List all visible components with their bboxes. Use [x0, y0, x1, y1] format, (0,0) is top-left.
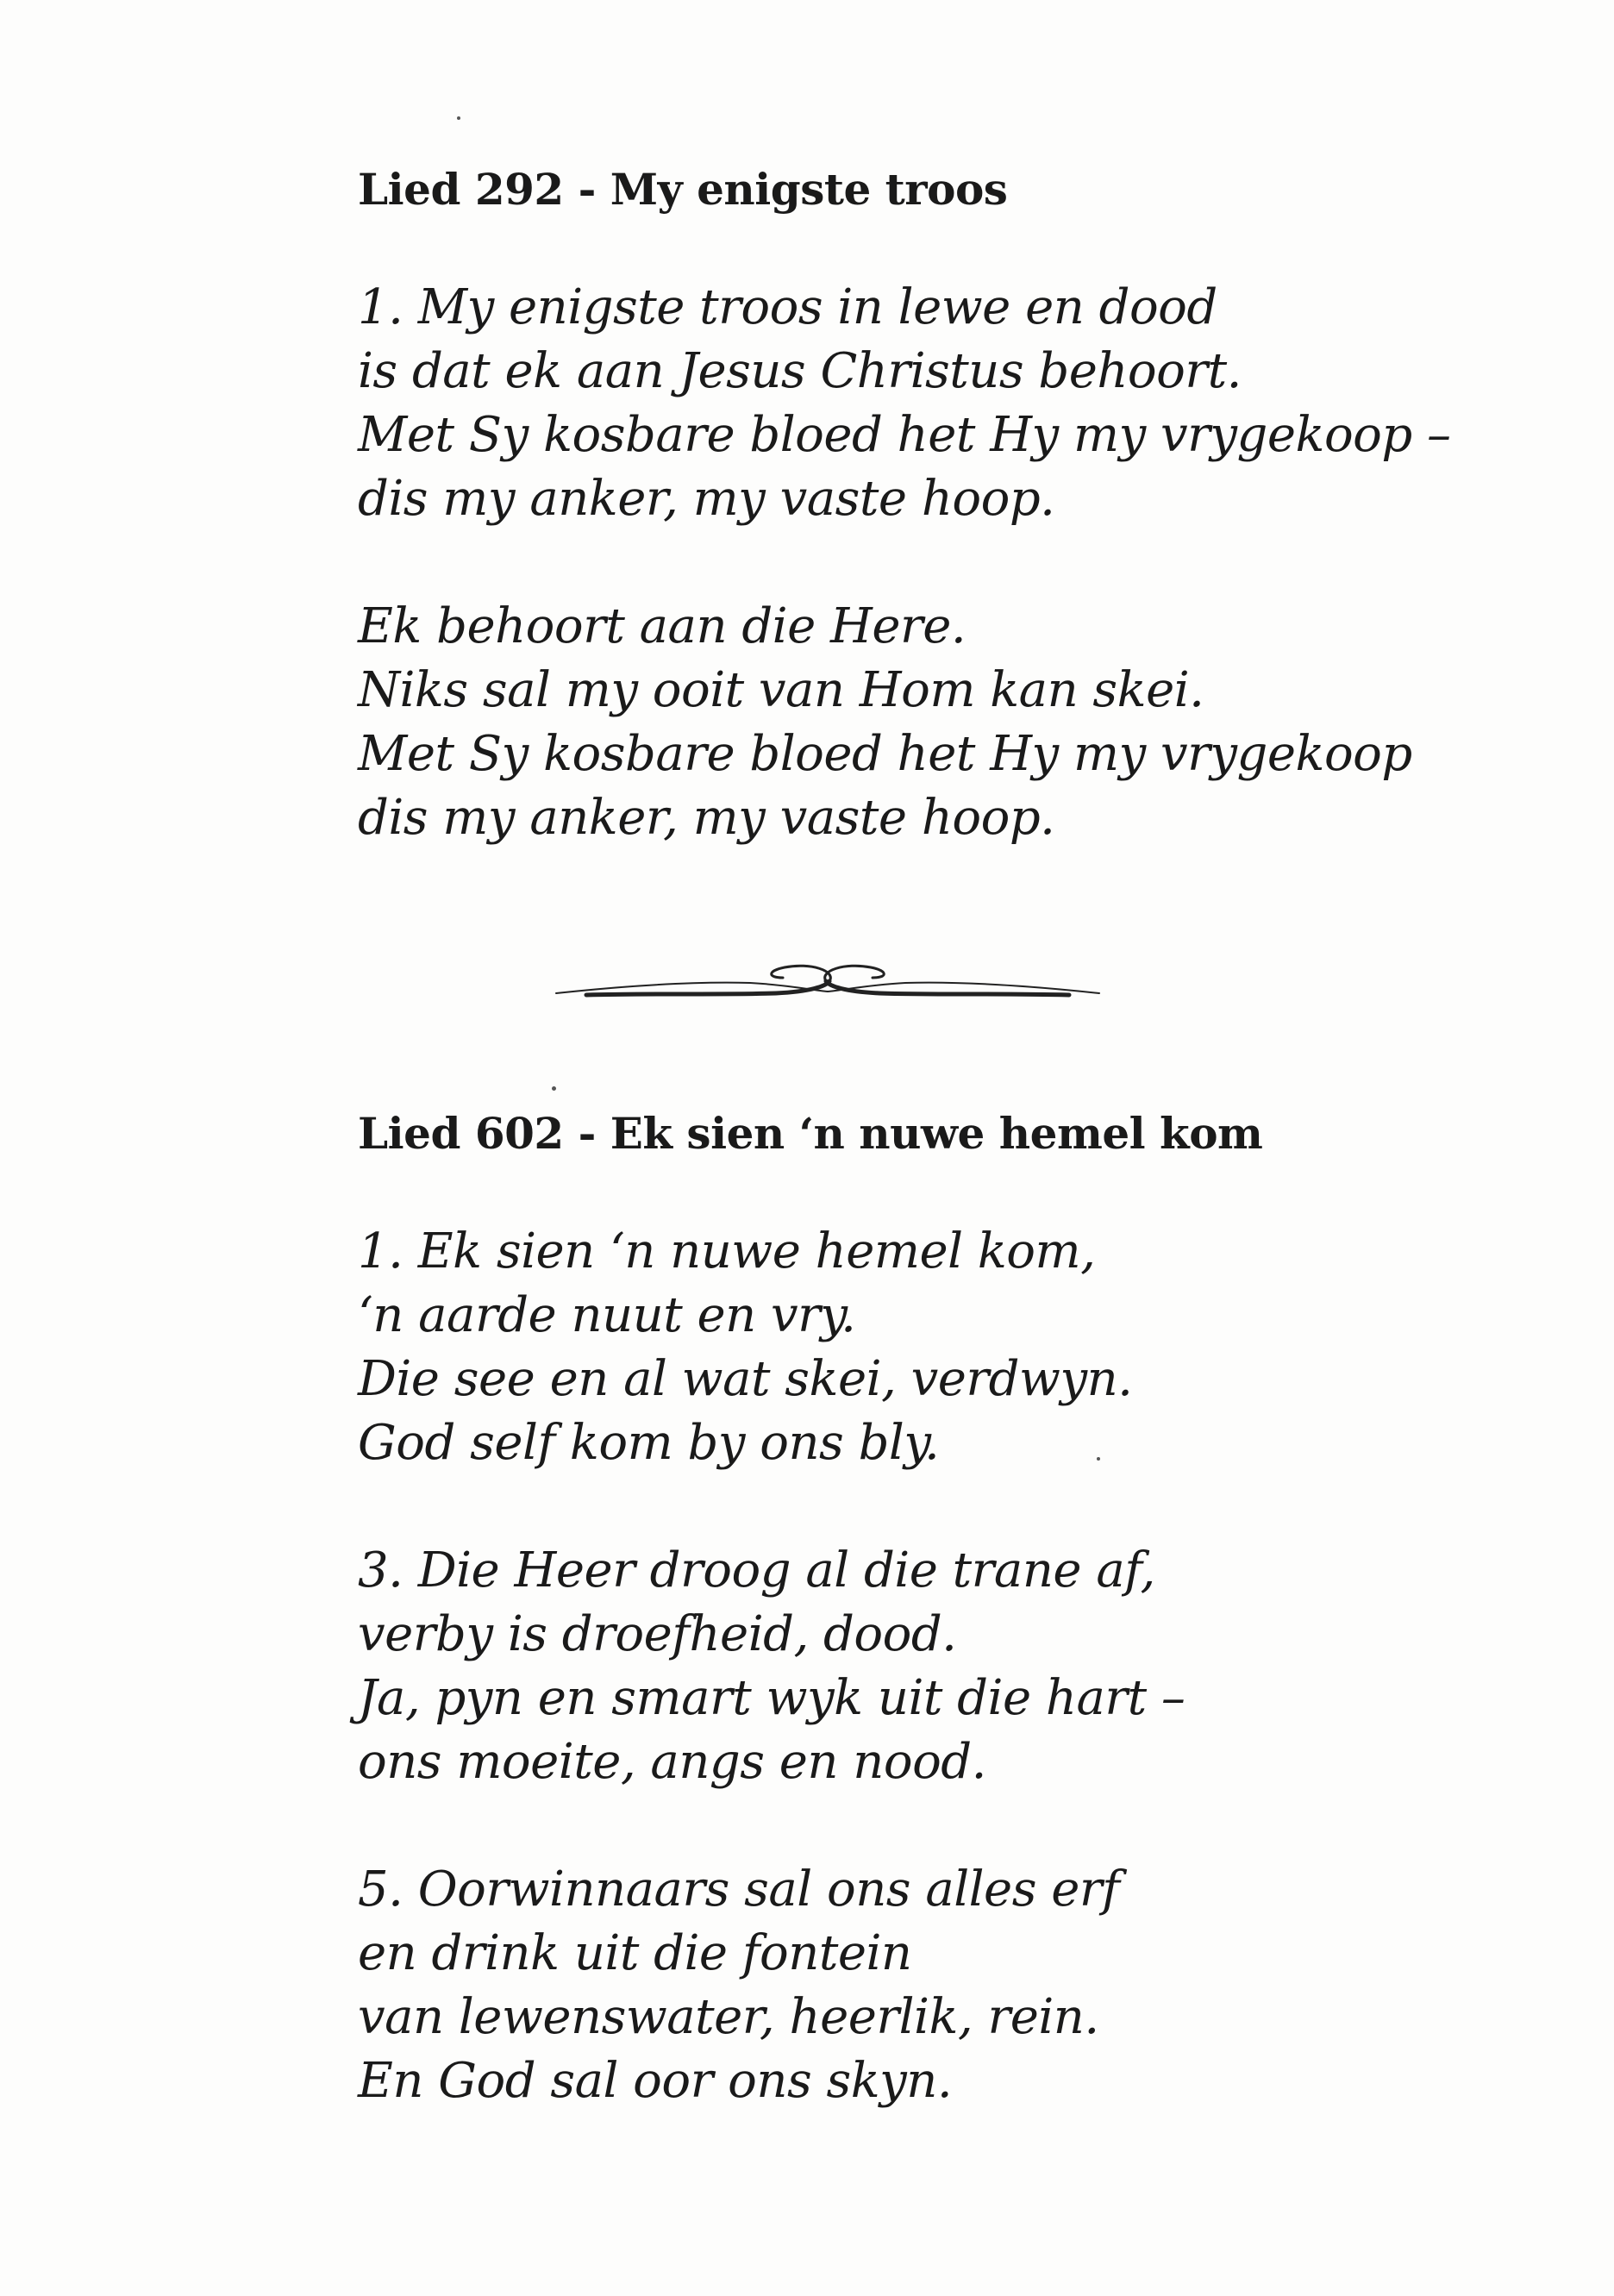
scan-speck: [1097, 1457, 1100, 1461]
stanza: [358, 1220, 1262, 1475]
lyric-line: Ek behoort aan die Here.: [358, 598, 967, 654]
lyric-line: ‘n aarde nuut en vry.: [358, 1287, 856, 1343]
lyric-line: Met Sy kosbare bloed het Hy my vrygekoop –: [358, 407, 1451, 463]
song-lied-602: [358, 1108, 1262, 2113]
lyric-line: van lewenswater, heerlik, rein.: [358, 1989, 1099, 2045]
lyric-line: God self kom by ons bly.: [358, 1415, 940, 1471]
lyric-line: Die see en al wat skei, verdwyn.: [358, 1351, 1133, 1407]
lyric-line: 1. Ek sien ‘n nuwe hemel kom,: [358, 1223, 1096, 1279]
lyric-line: en drink uit die fontein: [358, 1925, 912, 1981]
scan-speck: [457, 116, 460, 120]
lyric-line: dis my anker, my vaste hoop.: [358, 471, 1055, 527]
song-title: Lied 602 - Ek sien ‘n nuwe hemel kom: [358, 1108, 1263, 1159]
scan-speck: [552, 1086, 556, 1091]
lyric-line: Ja, pyn en smart wyk uit die hart –: [358, 1670, 1185, 1726]
lyric-line: dis my anker, my vaste hoop.: [358, 790, 1055, 846]
lyric-line: 1. My enigste troos in lewe en dood: [358, 279, 1217, 335]
stanza: [358, 1858, 1262, 2113]
lyric-line: ons moeite, angs en nood.: [358, 1734, 986, 1790]
lyric-line: Niks sal my ooit van Hom kan skei.: [358, 662, 1204, 718]
stanza: [358, 276, 1451, 531]
stanza: [358, 1539, 1262, 1794]
lyric-line: is dat ek aan Jesus Christus behoort.: [358, 343, 1242, 399]
lyric-line: Met Sy kosbare bloed het Hy my vrygekoop: [358, 726, 1412, 782]
flourish-divider-icon: [552, 955, 1104, 1007]
lyric-line: En God sal oor ons skyn.: [358, 2053, 953, 2109]
lyric-line: verby is droefheid, dood.: [358, 1606, 957, 1662]
song-lied-292: [358, 164, 1451, 850]
song-title: Lied 292 - My enigste troos: [358, 164, 1008, 215]
lyric-line: 3. Die Heer droog al die trane af,: [358, 1542, 1155, 1598]
lyric-line: 5. Oorwinnaars sal ons alles erf: [358, 1861, 1120, 1918]
stanza: [358, 595, 1451, 850]
